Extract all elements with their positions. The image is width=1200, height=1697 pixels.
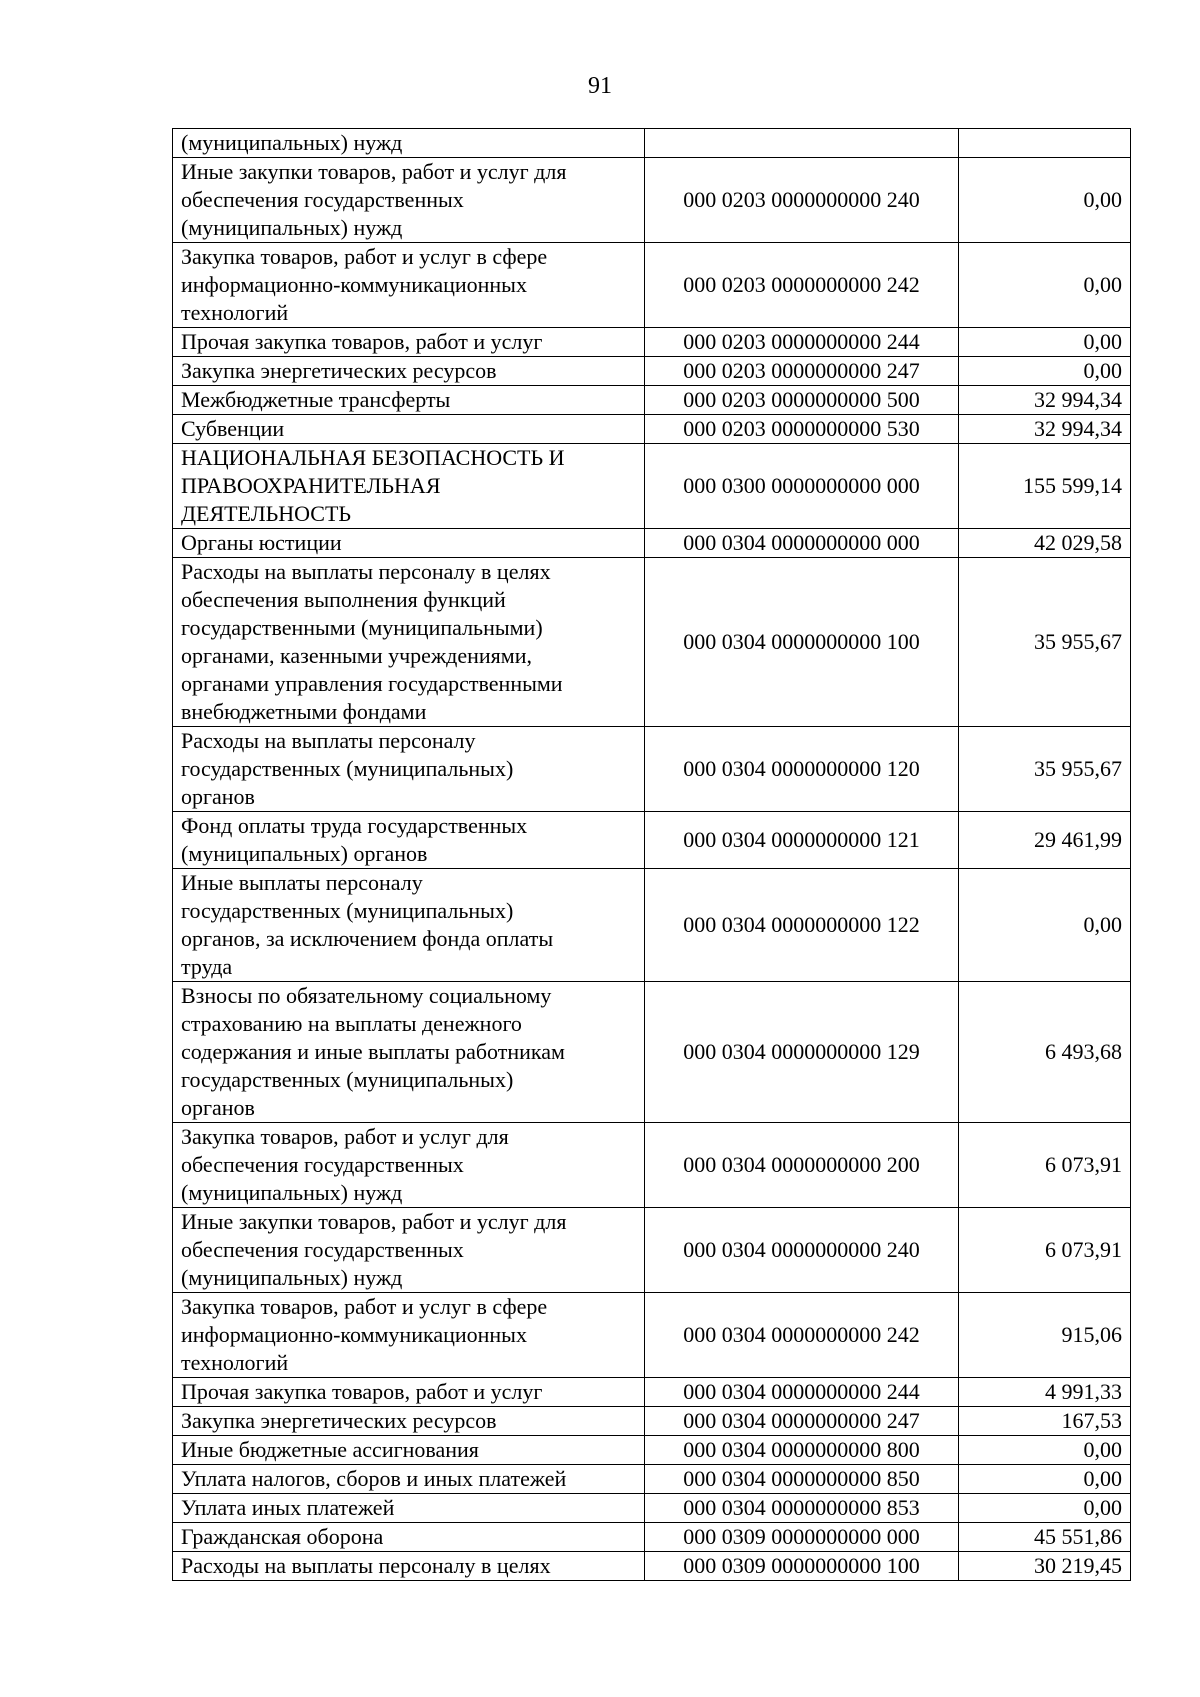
line-item-name: Расходы на выплаты персоналу в целях обеспечения выполнения функций государственными (муниципальными) органами, казенными учреждениями, органами управления государственными внебюджетными фондами [173,558,645,727]
amount: 35 955,67 [959,727,1131,812]
classification-code: 000 0300 0000000000 000 [645,444,959,529]
classification-code: 000 0203 0000000000 244 [645,328,959,357]
classification-code: 000 0304 0000000000 120 [645,727,959,812]
table-row [173,1494,1131,1523]
classification-code: 000 0203 0000000000 247 [645,357,959,386]
line-item-name: Иные выплаты персоналу государственных (муниципальных) органов, за исключением фонда оплаты труда [173,869,645,982]
amount: 0,00 [959,1494,1131,1523]
line-item-name: Иные бюджетные ассигнования [173,1436,645,1465]
line-item-name: Прочая закупка товаров, работ и услуг [173,1378,645,1407]
table-row [173,1378,1131,1407]
classification-code: 000 0304 0000000000 853 [645,1494,959,1523]
table-row [173,1407,1131,1436]
classification-code: 000 0304 0000000000 850 [645,1465,959,1494]
line-item-name: Иные закупки товаров, работ и услуг для обеспечения государственных (муниципальных) нужд [173,158,645,243]
table-row [173,869,1131,982]
amount: 167,53 [959,1407,1131,1436]
amount: 45 551,86 [959,1523,1131,1552]
classification-code: 000 0304 0000000000 800 [645,1436,959,1465]
classification-code: 000 0309 0000000000 000 [645,1523,959,1552]
table-row [173,444,1131,529]
line-item-name: Межбюджетные трансферты [173,386,645,415]
line-item-name: Прочая закупка товаров, работ и услуг [173,328,645,357]
classification-code: 000 0309 0000000000 100 [645,1552,959,1581]
table-row [173,1436,1131,1465]
table-row [173,415,1131,444]
amount: 32 994,34 [959,386,1131,415]
line-item-name: Закупка товаров, работ и услуг для обеспечения государственных (муниципальных) нужд [173,1123,645,1208]
classification-code [645,129,959,158]
table-row [173,243,1131,328]
classification-code: 000 0304 0000000000 129 [645,982,959,1123]
amount: 0,00 [959,158,1131,243]
line-item-name: Закупка энергетических ресурсов [173,357,645,386]
line-item-name: Закупка энергетических ресурсов [173,1407,645,1436]
line-item-name: Субвенции [173,415,645,444]
table-row [173,328,1131,357]
classification-code: 000 0304 0000000000 100 [645,558,959,727]
amount: 0,00 [959,328,1131,357]
classification-code: 000 0203 0000000000 242 [645,243,959,328]
amount: 0,00 [959,243,1131,328]
line-item-name: Расходы на выплаты персоналу в целях [173,1552,645,1581]
line-item-name: Закупка товаров, работ и услуг в сфере информационно-коммуникационных технологий [173,1293,645,1378]
classification-code: 000 0304 0000000000 240 [645,1208,959,1293]
table-row [173,812,1131,869]
amount: 32 994,34 [959,415,1131,444]
line-item-name: НАЦИОНАЛЬНАЯ БЕЗОПАСНОСТЬ И ПРАВООХРАНИТЕЛЬНАЯ ДЕЯТЕЛЬНОСТЬ [173,444,645,529]
line-item-name: Органы юстиции [173,529,645,558]
classification-code: 000 0304 0000000000 247 [645,1407,959,1436]
table-row [173,558,1131,727]
classification-code: 000 0203 0000000000 240 [645,158,959,243]
classification-code: 000 0304 0000000000 121 [645,812,959,869]
amount [959,129,1131,158]
amount: 42 029,58 [959,529,1131,558]
amount: 6 493,68 [959,982,1131,1123]
amount: 6 073,91 [959,1123,1131,1208]
amount: 915,06 [959,1293,1131,1378]
line-item-name: Расходы на выплаты персоналу государственных (муниципальных) органов [173,727,645,812]
table-row [173,727,1131,812]
amount: 0,00 [959,1436,1131,1465]
classification-code: 000 0304 0000000000 000 [645,529,959,558]
budget-table-body [173,129,1131,1581]
amount: 4 991,33 [959,1378,1131,1407]
table-row [173,357,1131,386]
line-item-name: Уплата налогов, сборов и иных платежей [173,1465,645,1494]
table-row [173,1465,1131,1494]
line-item-name: Иные закупки товаров, работ и услуг для обеспечения государственных (муниципальных) нужд [173,1208,645,1293]
line-item-name: (муниципальных) нужд [173,129,645,158]
amount: 0,00 [959,1465,1131,1494]
table-row [173,386,1131,415]
page-number: 91 [588,73,612,99]
amount: 30 219,45 [959,1552,1131,1581]
line-item-name: Гражданская оборона [173,1523,645,1552]
amount: 29 461,99 [959,812,1131,869]
table-row [173,158,1131,243]
classification-code: 000 0304 0000000000 242 [645,1293,959,1378]
table-row [173,982,1131,1123]
budget-table [172,128,1131,1581]
table-row [173,1552,1131,1581]
table-row [173,1523,1131,1552]
classification-code: 000 0203 0000000000 530 [645,415,959,444]
amount: 155 599,14 [959,444,1131,529]
line-item-name: Взносы по обязательному социальному страхованию на выплаты денежного содержания и иные выплаты работникам государственных (муниципальных) органов [173,982,645,1123]
table-row [173,529,1131,558]
amount: 35 955,67 [959,558,1131,727]
table-row [173,1293,1131,1378]
table-row [173,1208,1131,1293]
line-item-name: Закупка товаров, работ и услуг в сфере информационно-коммуникационных технологий [173,243,645,328]
amount: 6 073,91 [959,1208,1131,1293]
amount: 0,00 [959,869,1131,982]
classification-code: 000 0304 0000000000 244 [645,1378,959,1407]
table-row [173,129,1131,158]
line-item-name: Уплата иных платежей [173,1494,645,1523]
classification-code: 000 0304 0000000000 200 [645,1123,959,1208]
amount: 0,00 [959,357,1131,386]
classification-code: 000 0203 0000000000 500 [645,386,959,415]
classification-code: 000 0304 0000000000 122 [645,869,959,982]
line-item-name: Фонд оплаты труда государственных (муниципальных) органов [173,812,645,869]
table-row [173,1123,1131,1208]
